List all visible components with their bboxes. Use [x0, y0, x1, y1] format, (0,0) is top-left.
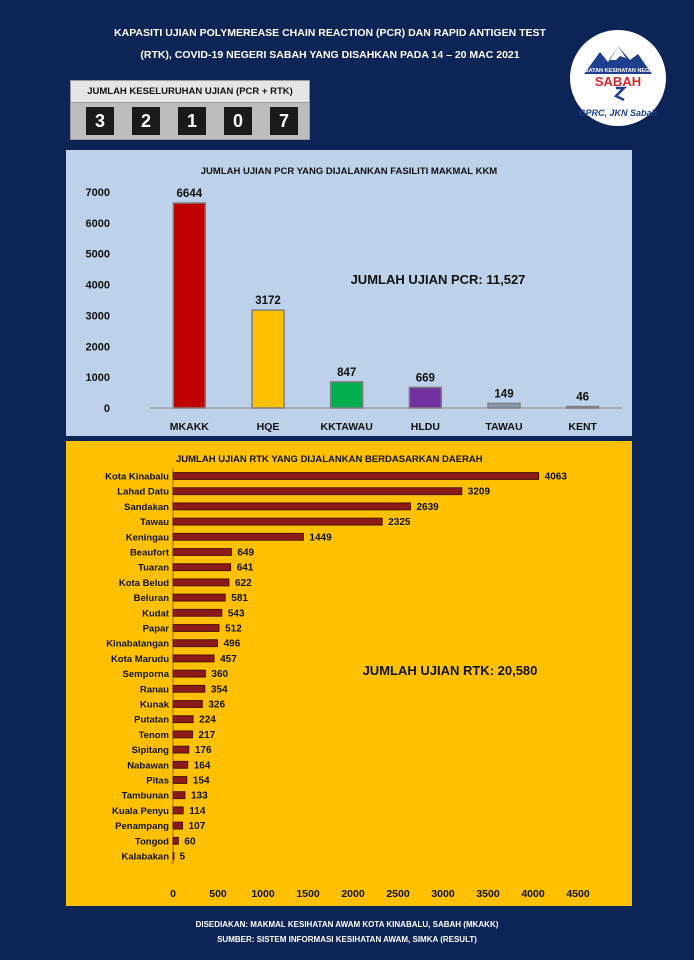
rtk-bar [173, 488, 462, 495]
rtk-bar [173, 609, 222, 616]
rtk-data-label: 1449 [309, 532, 332, 544]
pcr-data-label: 847 [337, 366, 357, 379]
pcr-data-label: 149 [494, 388, 514, 401]
rtk-xtick-label: 4000 [521, 888, 545, 900]
logo-main-text: SABAH [594, 74, 642, 89]
rtk-data-label: 641 [236, 562, 254, 574]
rtk-chart-panel [66, 441, 632, 906]
pcr-bar [409, 387, 441, 408]
rtk-data-label: 60 [184, 836, 196, 848]
pcr-data-label: 669 [415, 372, 435, 385]
pcr-bar [331, 382, 363, 408]
rtk-bar [173, 837, 178, 844]
rtk-bar [173, 792, 185, 799]
pcr-category-label: MKAKK [169, 421, 209, 433]
rtk-category-label: Tuaran [138, 562, 169, 574]
rtk-bar [173, 625, 219, 632]
counter-digit: 7 [270, 107, 298, 135]
rtk-data-label: 496 [223, 638, 241, 650]
logo-top-text: JABATAN KESIHATAN NEGERI [577, 68, 659, 74]
rtk-data-label: 107 [188, 821, 206, 833]
total-tests-label: JUMLAH KESELURUHAN UJIAN (PCR + RTK) [70, 80, 310, 104]
pcr-data-label: 3172 [255, 295, 281, 308]
footer-prepared-by: DISEDIAKAN: MAKMAL KESIHATAN AWAM KOTA KINABALU, SABAH (MKAKK) [195, 920, 499, 929]
rtk-bar [173, 533, 303, 540]
rtk-data-label: 3209 [467, 486, 491, 498]
rtk-category-label: Kudat [142, 608, 169, 620]
rtk-total-annotation: JUMLAH UJIAN RTK: 20,580 [362, 663, 538, 678]
pcr-category-label: HLDU [410, 421, 440, 433]
rtk-xtick-label: 3500 [476, 888, 500, 900]
rtk-data-label: 2325 [388, 517, 411, 529]
rtk-data-label: 543 [227, 608, 245, 620]
pcr-bar-chart [66, 150, 632, 436]
mountain-logo-icon [570, 30, 666, 126]
rtk-bar [173, 518, 382, 525]
pcr-ytick-label: 3000 [85, 310, 110, 323]
rtk-data-label: 133 [190, 790, 208, 802]
rtk-category-label: Papar [142, 623, 169, 635]
rtk-data-label: 622 [234, 577, 252, 589]
rtk-data-label: 326 [208, 699, 226, 711]
rtk-data-label: 217 [198, 729, 216, 741]
jkn-sabah-logo [570, 30, 666, 126]
rtk-category-label: Kalabakan [121, 851, 169, 863]
rtk-category-label: Kunak [139, 699, 169, 711]
rtk-bar [173, 731, 193, 738]
pcr-bar [173, 203, 205, 408]
rtk-xtick-label: 2500 [386, 888, 410, 900]
rtk-bar [173, 807, 183, 814]
rtk-bar [173, 670, 205, 677]
page-title [70, 22, 590, 66]
counter-digit: 1 [178, 107, 206, 135]
rtk-data-label: 176 [194, 745, 212, 757]
rtk-category-label: Ranau [139, 684, 169, 696]
pcr-data-label: 46 [576, 391, 590, 404]
rtk-bar [173, 503, 411, 510]
rtk-data-label: 360 [211, 669, 229, 681]
rtk-bar [173, 564, 231, 571]
rtk-xtick-label: 3000 [431, 888, 455, 900]
rtk-category-label: Penampang [115, 821, 169, 833]
rtk-category-label: Kinabatangan [106, 638, 169, 650]
rtk-bar-chart [66, 441, 632, 906]
rtk-category-label: Lahad Datu [117, 486, 169, 498]
pcr-ytick-label: 0 [103, 403, 110, 415]
rtk-category-label: Tambunan [121, 790, 169, 802]
rtk-category-label: Kota Kinabalu [105, 471, 169, 483]
rtk-bar [173, 746, 189, 753]
rtk-bar [173, 853, 174, 860]
rtk-xtick-label: 1000 [251, 888, 275, 900]
rtk-bar [173, 655, 214, 662]
rtk-data-label: 224 [199, 714, 216, 726]
rtk-category-label: Nabawan [127, 760, 169, 772]
rtk-bar [173, 685, 205, 692]
counter-digit: 3 [86, 107, 114, 135]
rtk-bar [173, 777, 187, 784]
rtk-bar [173, 716, 193, 723]
rtk-xtick-label: 0 [170, 888, 176, 900]
total-tests-counter [70, 102, 310, 140]
pcr-chart-title: JUMLAH UJIAN PCR YANG DIJALANKAN FASILITI MAKMAL KKM [200, 166, 498, 177]
pcr-chart-panel [66, 150, 632, 436]
rtk-category-label: Beaufort [129, 547, 169, 559]
rtk-category-label: Kuala Penyu [111, 805, 169, 817]
rtk-bar [173, 594, 225, 601]
rtk-category-label: Kota Belud [118, 577, 169, 589]
pcr-ytick-label: 5000 [85, 248, 110, 261]
rtk-data-label: 114 [189, 805, 206, 817]
title-line-1: KAPASITI UJIAN POLYMEREASE CHAIN REACTION (PCR) DAN RAPID ANTIGEN TEST [114, 27, 546, 39]
footer-source: SUMBER: SISTEM INFORMASI KESIHATAN AWAM, SIMKA (RESULT) [217, 935, 477, 944]
counter-digit: 0 [224, 107, 252, 135]
pcr-bar [567, 407, 599, 409]
rtk-data-label: 164 [193, 760, 211, 772]
pcr-category-label: HQE [256, 421, 280, 433]
rtk-bar [173, 701, 202, 708]
pcr-ytick-label: 1000 [85, 372, 110, 385]
rtk-bar [173, 473, 539, 480]
rtk-xtick-label: 2000 [341, 888, 365, 900]
rtk-data-label: 5 [179, 851, 186, 863]
rtk-category-label: Keningau [125, 532, 169, 544]
rtk-category-label: Beluran [133, 593, 169, 605]
rtk-category-label: Sandakan [124, 501, 169, 513]
rtk-data-label: 2639 [416, 501, 439, 513]
pcr-bar [252, 310, 284, 408]
rtk-data-label: 581 [231, 593, 248, 605]
pcr-ytick-label: 7000 [85, 187, 110, 199]
logo-bottom-text: CPRC, JKN Sabah [578, 108, 658, 118]
rtk-bar [173, 761, 188, 768]
rtk-data-label: 354 [210, 684, 228, 696]
pcr-category-label: KENT [568, 421, 597, 433]
counter-digit: 2 [132, 107, 160, 135]
rtk-bar [173, 822, 183, 829]
rtk-data-label: 154 [192, 775, 210, 787]
rtk-chart-title: JUMLAH UJIAN RTK YANG DIJALANKAN BERDASARKAN DAERAH [176, 454, 483, 465]
rtk-category-label: Pitas [146, 775, 169, 787]
rtk-bar [173, 579, 229, 586]
rtk-category-label: Sipitang [131, 745, 169, 757]
pcr-ytick-label: 2000 [85, 341, 110, 354]
rtk-category-label: Kota Marudu [110, 653, 169, 665]
rtk-category-label: Tongod [134, 836, 169, 848]
rtk-category-label: Putatan [134, 714, 169, 726]
rtk-data-label: 649 [237, 547, 255, 559]
rtk-category-label: Tawau [140, 517, 169, 529]
rtk-category-label: Semporna [122, 669, 169, 681]
rtk-category-label: Tenom [138, 729, 169, 741]
rtk-xtick-label: 500 [209, 888, 227, 900]
rtk-data-label: 512 [225, 623, 242, 635]
rtk-xtick-label: 4500 [566, 888, 590, 900]
pcr-bar [488, 403, 520, 408]
rtk-bar [173, 640, 218, 647]
rtk-bar [173, 549, 231, 556]
pcr-ytick-label: 4000 [85, 279, 110, 292]
pcr-category-label: KKTAWAU [320, 421, 373, 433]
pcr-total-annotation: JUMLAH UJIAN PCR: 11,527 [350, 272, 526, 287]
pcr-ytick-label: 6000 [85, 217, 110, 230]
pcr-data-label: 6644 [176, 187, 203, 200]
pcr-category-label: TAWAU [485, 421, 523, 433]
title-line-2: (RTK), COVID-19 NEGERI SABAH YANG DISAHKAN PADA 14 – 20 MAC 2021 [140, 49, 520, 61]
rtk-data-label: 4063 [544, 471, 567, 483]
rtk-xtick-label: 1500 [296, 888, 320, 900]
rtk-data-label: 457 [220, 653, 237, 665]
